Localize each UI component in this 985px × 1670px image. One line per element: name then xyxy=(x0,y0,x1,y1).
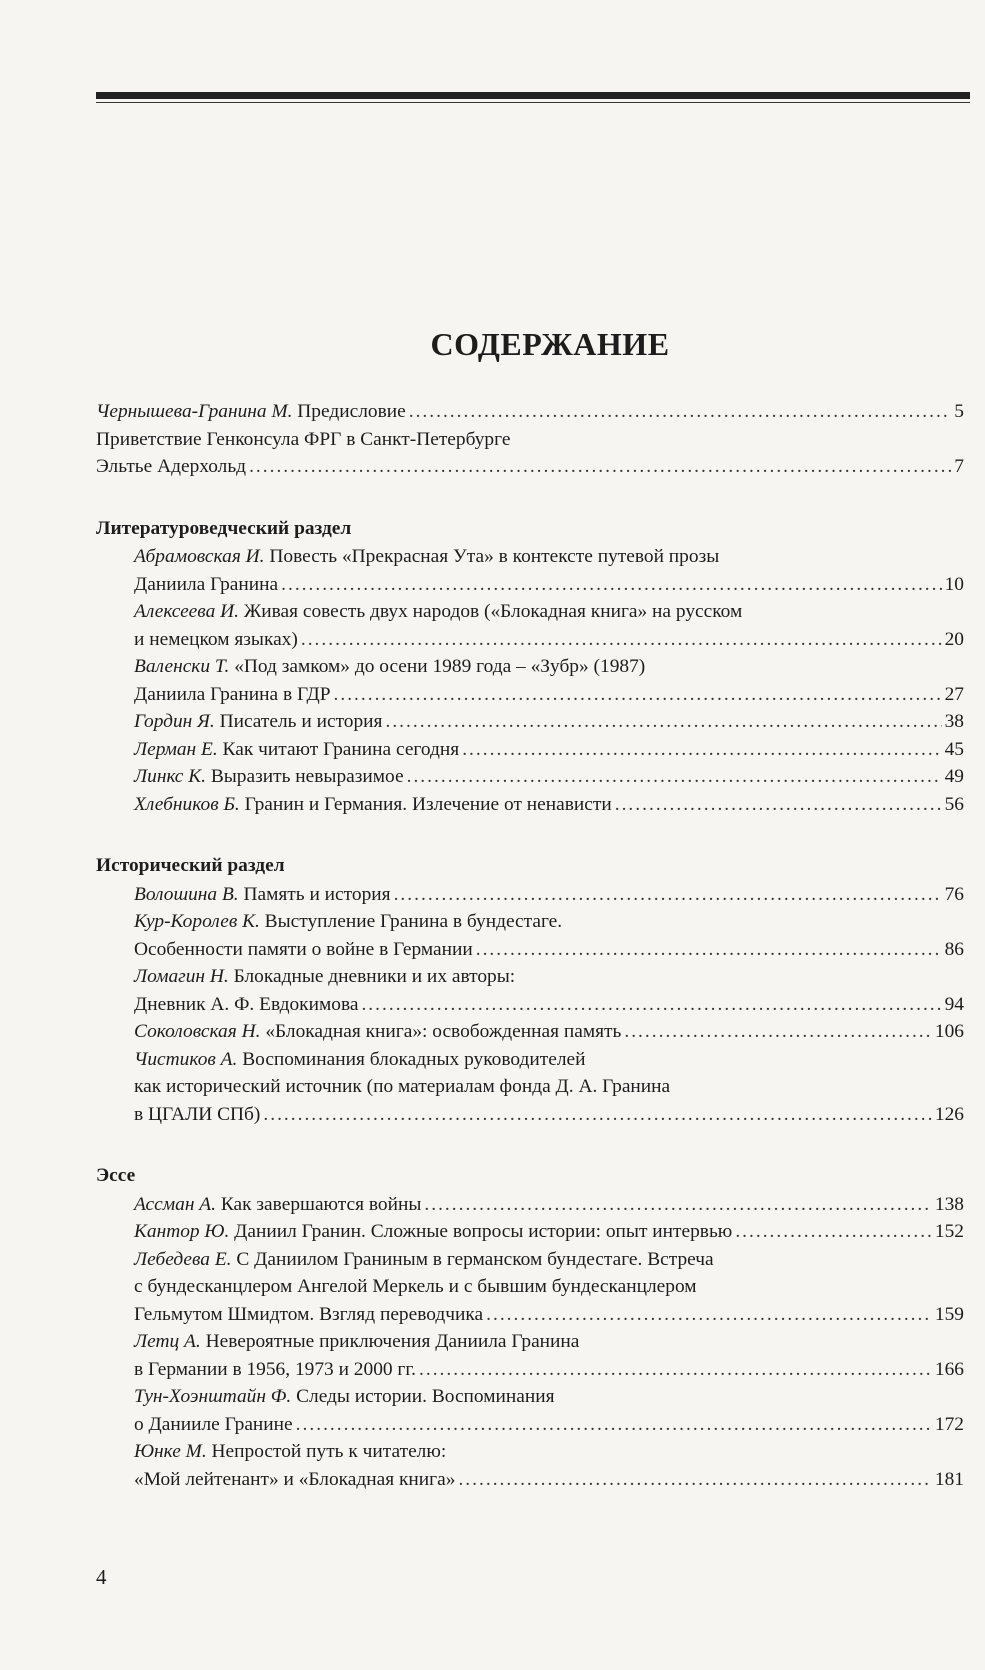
toc-author: Чистиков А. xyxy=(134,1048,238,1070)
leader-dots xyxy=(296,1411,932,1439)
leader-dots xyxy=(735,1218,932,1246)
toc-title: Особенности памяти о войне в Германии xyxy=(134,938,473,960)
toc-entry-line[interactable] xyxy=(96,1246,964,1274)
toc-page: 49 xyxy=(944,766,964,787)
toc-page: 20 xyxy=(944,628,964,650)
leader-dots xyxy=(424,1191,932,1219)
leader-dots xyxy=(334,681,942,709)
toc-title-line xyxy=(134,1328,579,1356)
toc-page: 166 xyxy=(934,1358,964,1380)
toc-author: Кантор Ю. xyxy=(134,1221,230,1242)
toc-title: Даниил Гранин. Сложные вопросы истории: опыт интервью xyxy=(229,1221,733,1242)
toc-page: 45 xyxy=(944,738,964,760)
toc-entry[interactable] xyxy=(96,398,964,426)
toc-title: Предисловие xyxy=(292,401,406,422)
toc-entry[interactable] xyxy=(96,626,964,654)
toc-page: 10 xyxy=(944,573,964,595)
toc-author: Абрамовская И. xyxy=(134,546,265,567)
toc-entry[interactable] xyxy=(96,1411,964,1439)
toc-author: Хлебников Б. xyxy=(134,793,240,815)
toc-title: Как завершаются войны xyxy=(216,1193,422,1215)
toc-author: Валенски Т. xyxy=(134,656,230,677)
leader-dots xyxy=(615,791,942,819)
toc-page: 126 xyxy=(934,1103,964,1125)
toc-title: Память и история xyxy=(238,883,391,905)
toc-author: Летц А. xyxy=(134,1331,201,1352)
section-heading: Эссе xyxy=(96,1165,136,1186)
toc-author: Волошина В. xyxy=(134,883,239,905)
toc-title-line xyxy=(134,791,612,819)
page-number: 4 xyxy=(96,1565,107,1589)
toc-entry[interactable] xyxy=(96,1018,964,1046)
toc-title: Гельмутом Шмидтом. Взгляд переводчика xyxy=(134,1303,484,1325)
toc-title: Даниила Гранина xyxy=(134,573,279,595)
leader-dots xyxy=(301,626,942,654)
toc-author: Кур-Королев К. xyxy=(134,911,260,932)
leader-dots xyxy=(281,571,941,599)
toc-entry[interactable] xyxy=(96,1191,964,1219)
toc-page: 106 xyxy=(934,1021,964,1042)
toc-title: Выразить невыразимое xyxy=(205,766,404,787)
leader-dots xyxy=(458,1466,931,1494)
toc-title: Приветствие Генконсула ФРГ в Санкт-Петербурге xyxy=(96,428,511,450)
toc-entry[interactable] xyxy=(96,681,964,709)
leader-dots xyxy=(249,453,951,481)
toc-page: 56 xyxy=(944,793,964,815)
toc-title-line xyxy=(134,908,562,936)
leader-dots xyxy=(407,763,942,791)
toc-title: и немецком языках) xyxy=(134,628,298,650)
toc-entry-line[interactable] xyxy=(96,1073,964,1101)
top-rule xyxy=(96,92,970,99)
toc-title: С Даниилом Граниным в германском бундестаге. Встреча xyxy=(231,1248,714,1270)
leader-dots xyxy=(476,936,942,964)
toc-author: Ломагин Н. xyxy=(134,966,229,987)
toc-entry-line[interactable] xyxy=(96,1273,964,1301)
toc-title: Гранин и Германия. Излечение от ненависти xyxy=(239,793,612,815)
section-heading: Литературоведческий раздел xyxy=(96,517,352,539)
toc-page: 172 xyxy=(934,1413,964,1435)
toc-title: как исторический источник (по материалам фонда Д. А. Гранина xyxy=(134,1076,671,1097)
page-title: СОДЕРЖАНИЕ xyxy=(430,326,670,362)
table-of-contents xyxy=(96,398,964,1493)
toc-title: Даниила Гранина в ГДР xyxy=(134,683,331,705)
toc-author: Соколовская Н. xyxy=(134,1021,261,1042)
toc-title-line xyxy=(134,1383,555,1411)
leader-dots xyxy=(394,881,942,909)
toc-title: «Мой лейтенант» и «Блокадная книга» xyxy=(134,1468,456,1490)
toc-page: 86 xyxy=(944,938,964,960)
top-rule-thin xyxy=(96,102,970,103)
toc-entry[interactable] xyxy=(96,936,964,964)
toc-title: о Данииле Гранине xyxy=(134,1413,293,1435)
toc-title-line xyxy=(134,963,515,991)
toc-entry[interactable] xyxy=(96,991,964,1019)
leader-dots xyxy=(385,708,941,736)
toc-page: 138 xyxy=(934,1193,964,1215)
toc-title-line xyxy=(134,708,382,736)
toc-entry[interactable] xyxy=(96,881,964,909)
toc-title-line xyxy=(134,736,459,764)
toc-entry[interactable] xyxy=(96,571,964,599)
toc-page: 181 xyxy=(934,1468,964,1490)
leader-dots xyxy=(486,1301,932,1329)
toc-title: Как читают Гранина сегодня xyxy=(217,738,460,760)
toc-entry[interactable] xyxy=(96,1101,964,1129)
toc-entry[interactable] xyxy=(96,1356,964,1384)
toc-title: Эльтье Адерхольд xyxy=(96,456,247,477)
toc-page: 94 xyxy=(944,993,964,1015)
toc-entry-line[interactable] xyxy=(96,1046,964,1074)
toc-title: Дневник А. Ф. Евдокимова xyxy=(134,993,359,1015)
toc-author: Линкс К. xyxy=(134,766,206,787)
toc-author: Чернышева-Гранина М. xyxy=(96,401,293,422)
toc-title: в ЦГАЛИ СПб) xyxy=(134,1103,261,1125)
toc-title-line xyxy=(134,763,404,791)
toc-entry-line[interactable] xyxy=(96,1438,964,1466)
toc-page: 159 xyxy=(934,1303,964,1325)
toc-title-line xyxy=(134,881,391,909)
toc-entry-line[interactable] xyxy=(96,908,964,936)
toc-entry-line[interactable] xyxy=(96,963,964,991)
toc-entry[interactable] xyxy=(96,1466,964,1494)
toc-title: с бундесканцлером Ангелой Меркель и с бывшим бундесканцлером xyxy=(134,1276,697,1297)
toc-title: Выступление Гранина в бундестаге. xyxy=(259,911,563,932)
toc-author: Ассман А. xyxy=(134,1193,216,1215)
toc-page: 76 xyxy=(944,883,964,905)
toc-title: Живая совесть двух народов («Блокадная книга» на русском xyxy=(238,601,743,622)
toc-entry[interactable] xyxy=(96,453,964,481)
leader-dots xyxy=(263,1101,932,1129)
toc-title-line xyxy=(134,1018,621,1046)
toc-author: Гордин Я. xyxy=(134,711,215,732)
section-heading: Исторический раздел xyxy=(96,855,285,876)
toc-title: «Под замком» до осени 1989 года – «Зубр» (1987) xyxy=(229,656,646,677)
toc-title: Писатель и история xyxy=(214,711,383,732)
toc-entry[interactable] xyxy=(96,763,964,791)
toc-author: Тун-Хоэнштайн Ф. xyxy=(134,1386,292,1407)
toc-title-line xyxy=(134,543,719,571)
toc-author: Лерман Е. xyxy=(134,738,218,760)
toc-page: 152 xyxy=(934,1221,964,1242)
toc-page: 5 xyxy=(954,401,964,422)
toc-entry[interactable] xyxy=(96,708,964,736)
toc-title-line xyxy=(134,1246,714,1274)
toc-title: Невероятные приключения Даниила Гранина xyxy=(200,1331,580,1352)
toc-title: Воспоминания блокадных руководителей xyxy=(237,1048,586,1070)
toc-page: 7 xyxy=(954,456,964,477)
toc-title: Следы истории. Воспоминания xyxy=(291,1386,555,1407)
toc-title-line xyxy=(134,1191,421,1219)
leader-dots xyxy=(462,736,941,764)
toc-entry-line[interactable] xyxy=(96,1328,964,1356)
leader-dots xyxy=(361,991,941,1019)
leader-dots xyxy=(419,1356,932,1384)
toc-title-line xyxy=(134,1438,446,1466)
toc-entry-line[interactable] xyxy=(96,426,964,454)
toc-entry[interactable] xyxy=(96,736,964,764)
toc-author: Лебедева Е. xyxy=(134,1248,232,1270)
toc-author: Алексеева И. xyxy=(134,601,239,622)
toc-title: Повесть «Прекрасная Ута» в контексте путевой прозы xyxy=(264,546,720,567)
toc-title: Непростой путь к читателю: xyxy=(206,1441,447,1462)
leader-dots xyxy=(409,398,952,426)
toc-title-line xyxy=(134,1046,586,1074)
toc-entry-line[interactable] xyxy=(96,1383,964,1411)
toc-entry-line[interactable] xyxy=(96,653,964,681)
toc-entry[interactable] xyxy=(96,791,964,819)
toc-title-line xyxy=(134,1218,732,1246)
toc-entry[interactable] xyxy=(96,1301,964,1329)
toc-title-line xyxy=(134,653,645,681)
toc-title-line xyxy=(134,598,742,626)
toc-entry-line[interactable] xyxy=(96,598,964,626)
toc-author: Юнке М. xyxy=(134,1441,207,1462)
toc-page: 27 xyxy=(944,683,964,705)
toc-page: 38 xyxy=(944,711,964,732)
toc-title: в Германии в 1956, 1973 и 2000 гг. xyxy=(134,1358,416,1380)
toc-entry-line[interactable] xyxy=(96,543,964,571)
toc-title: «Блокадная книга»: освобожденная память xyxy=(260,1021,622,1042)
toc-title: Блокадные дневники и их авторы: xyxy=(228,966,516,987)
leader-dots xyxy=(624,1018,932,1046)
toc-entry[interactable] xyxy=(96,1218,964,1246)
